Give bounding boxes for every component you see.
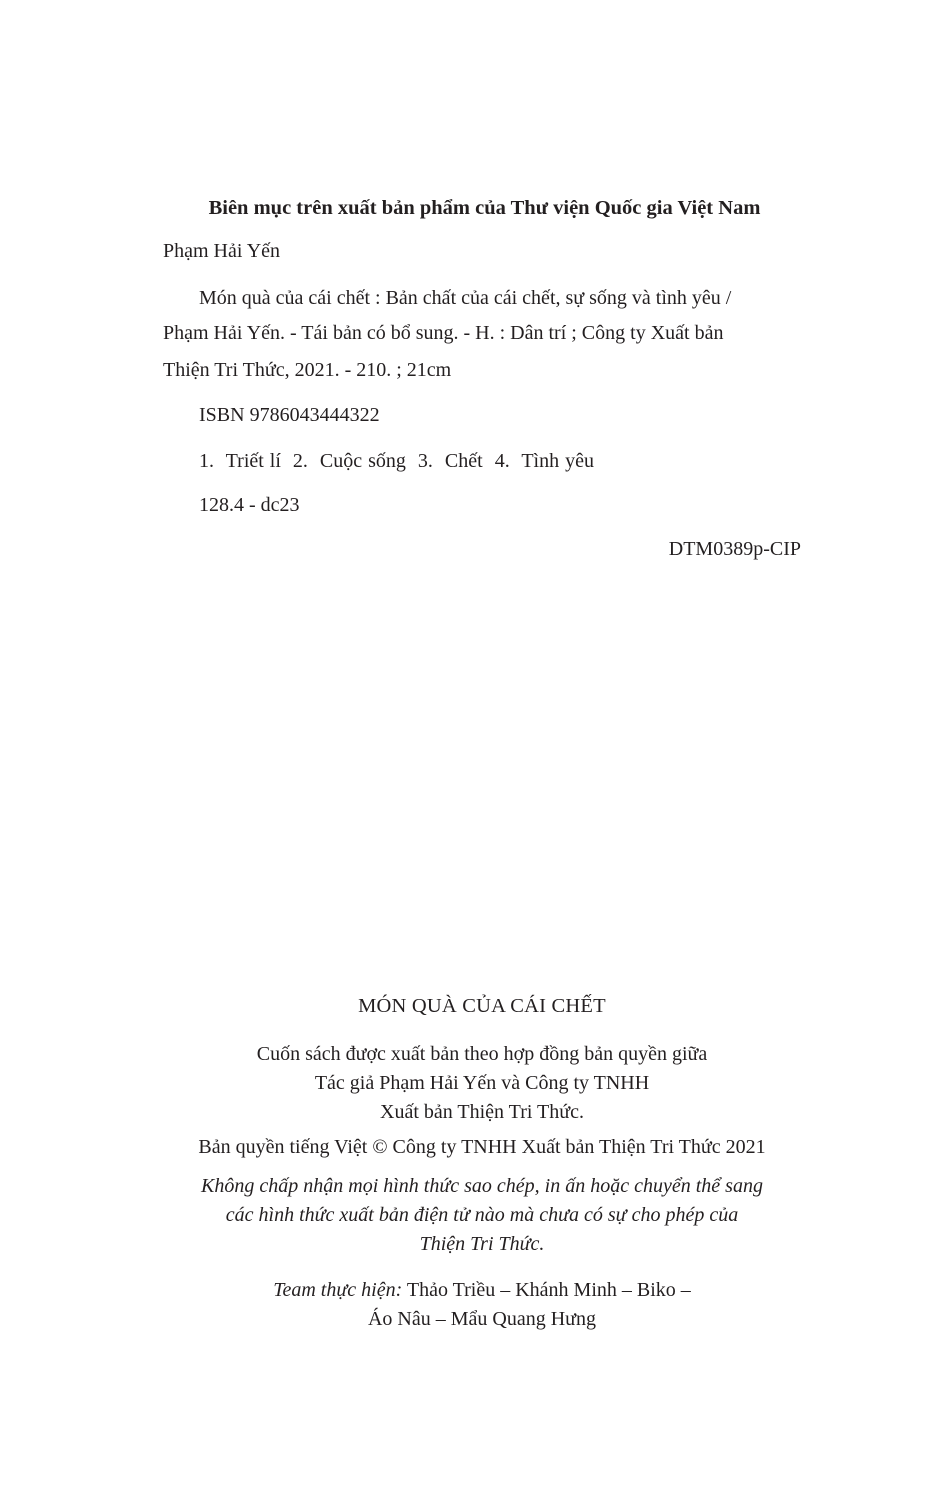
team-line (0, 1276, 943, 1305)
contract-line: Xuất bản Thiện Tri Thức. (380, 1101, 584, 1123)
cip-description-line: Món quà của cái chết : Bản chất của cái chết, sự sống và tình yêu / (199, 287, 732, 309)
cip-description-line: Thiện Tri Thức, 2021. - 210. ; 21cm (163, 359, 452, 381)
cip-subjects: 1. Triết lí 2. Cuộc sống 3. Chết 4. Tình yêu (199, 450, 594, 472)
contract-line: Cuốn sách được xuất bản theo hợp đồng bản quyền giữa (256, 1043, 708, 1065)
notice-line: các hình thức xuất bản điện tử nào mà chưa có sự cho phép của (225, 1204, 739, 1226)
notice-line: Không chấp nhận mọi hình thức sao chép, in ấn hoặc chuyển thể sang (201, 1175, 763, 1197)
cip-classification: 128.4 - dc23 (199, 494, 300, 516)
notice-line: Thiện Tri Thức. (419, 1233, 545, 1255)
reproduction-notice (0, 1172, 943, 1259)
contract-line: Tác giả Phạm Hải Yến và Công ty TNHH (314, 1072, 650, 1094)
team-line: Áo Nâu – Mẩu Quang Hưng (367, 1308, 597, 1330)
copyright-statement: Bản quyền tiếng Việt © Công ty TNHH Xuất bản Thiện Tri Thức 2021 (198, 1136, 766, 1158)
cip-author: Phạm Hải Yến (163, 240, 281, 262)
cip-heading: Biên mục trên xuất bản phẩm của Thư viện Quốc gia Việt Nam (208, 197, 761, 219)
team-label: Team thực hiện: (273, 1279, 403, 1301)
cip-isbn: ISBN 9786043444322 (199, 404, 380, 426)
contract-statement (0, 1040, 943, 1127)
production-team (0, 1276, 943, 1334)
team-members: Thảo Triều – Khánh Minh – Biko – (402, 1279, 691, 1301)
book-title: MÓN QUÀ CỦA CÁI CHẾT (358, 995, 606, 1017)
cip-record-code: DTM0389p-CIP (668, 538, 801, 560)
cip-description-line: Phạm Hải Yến. - Tái bản có bổ sung. - H. : Dân trí ; Công ty Xuất bản (163, 322, 724, 344)
